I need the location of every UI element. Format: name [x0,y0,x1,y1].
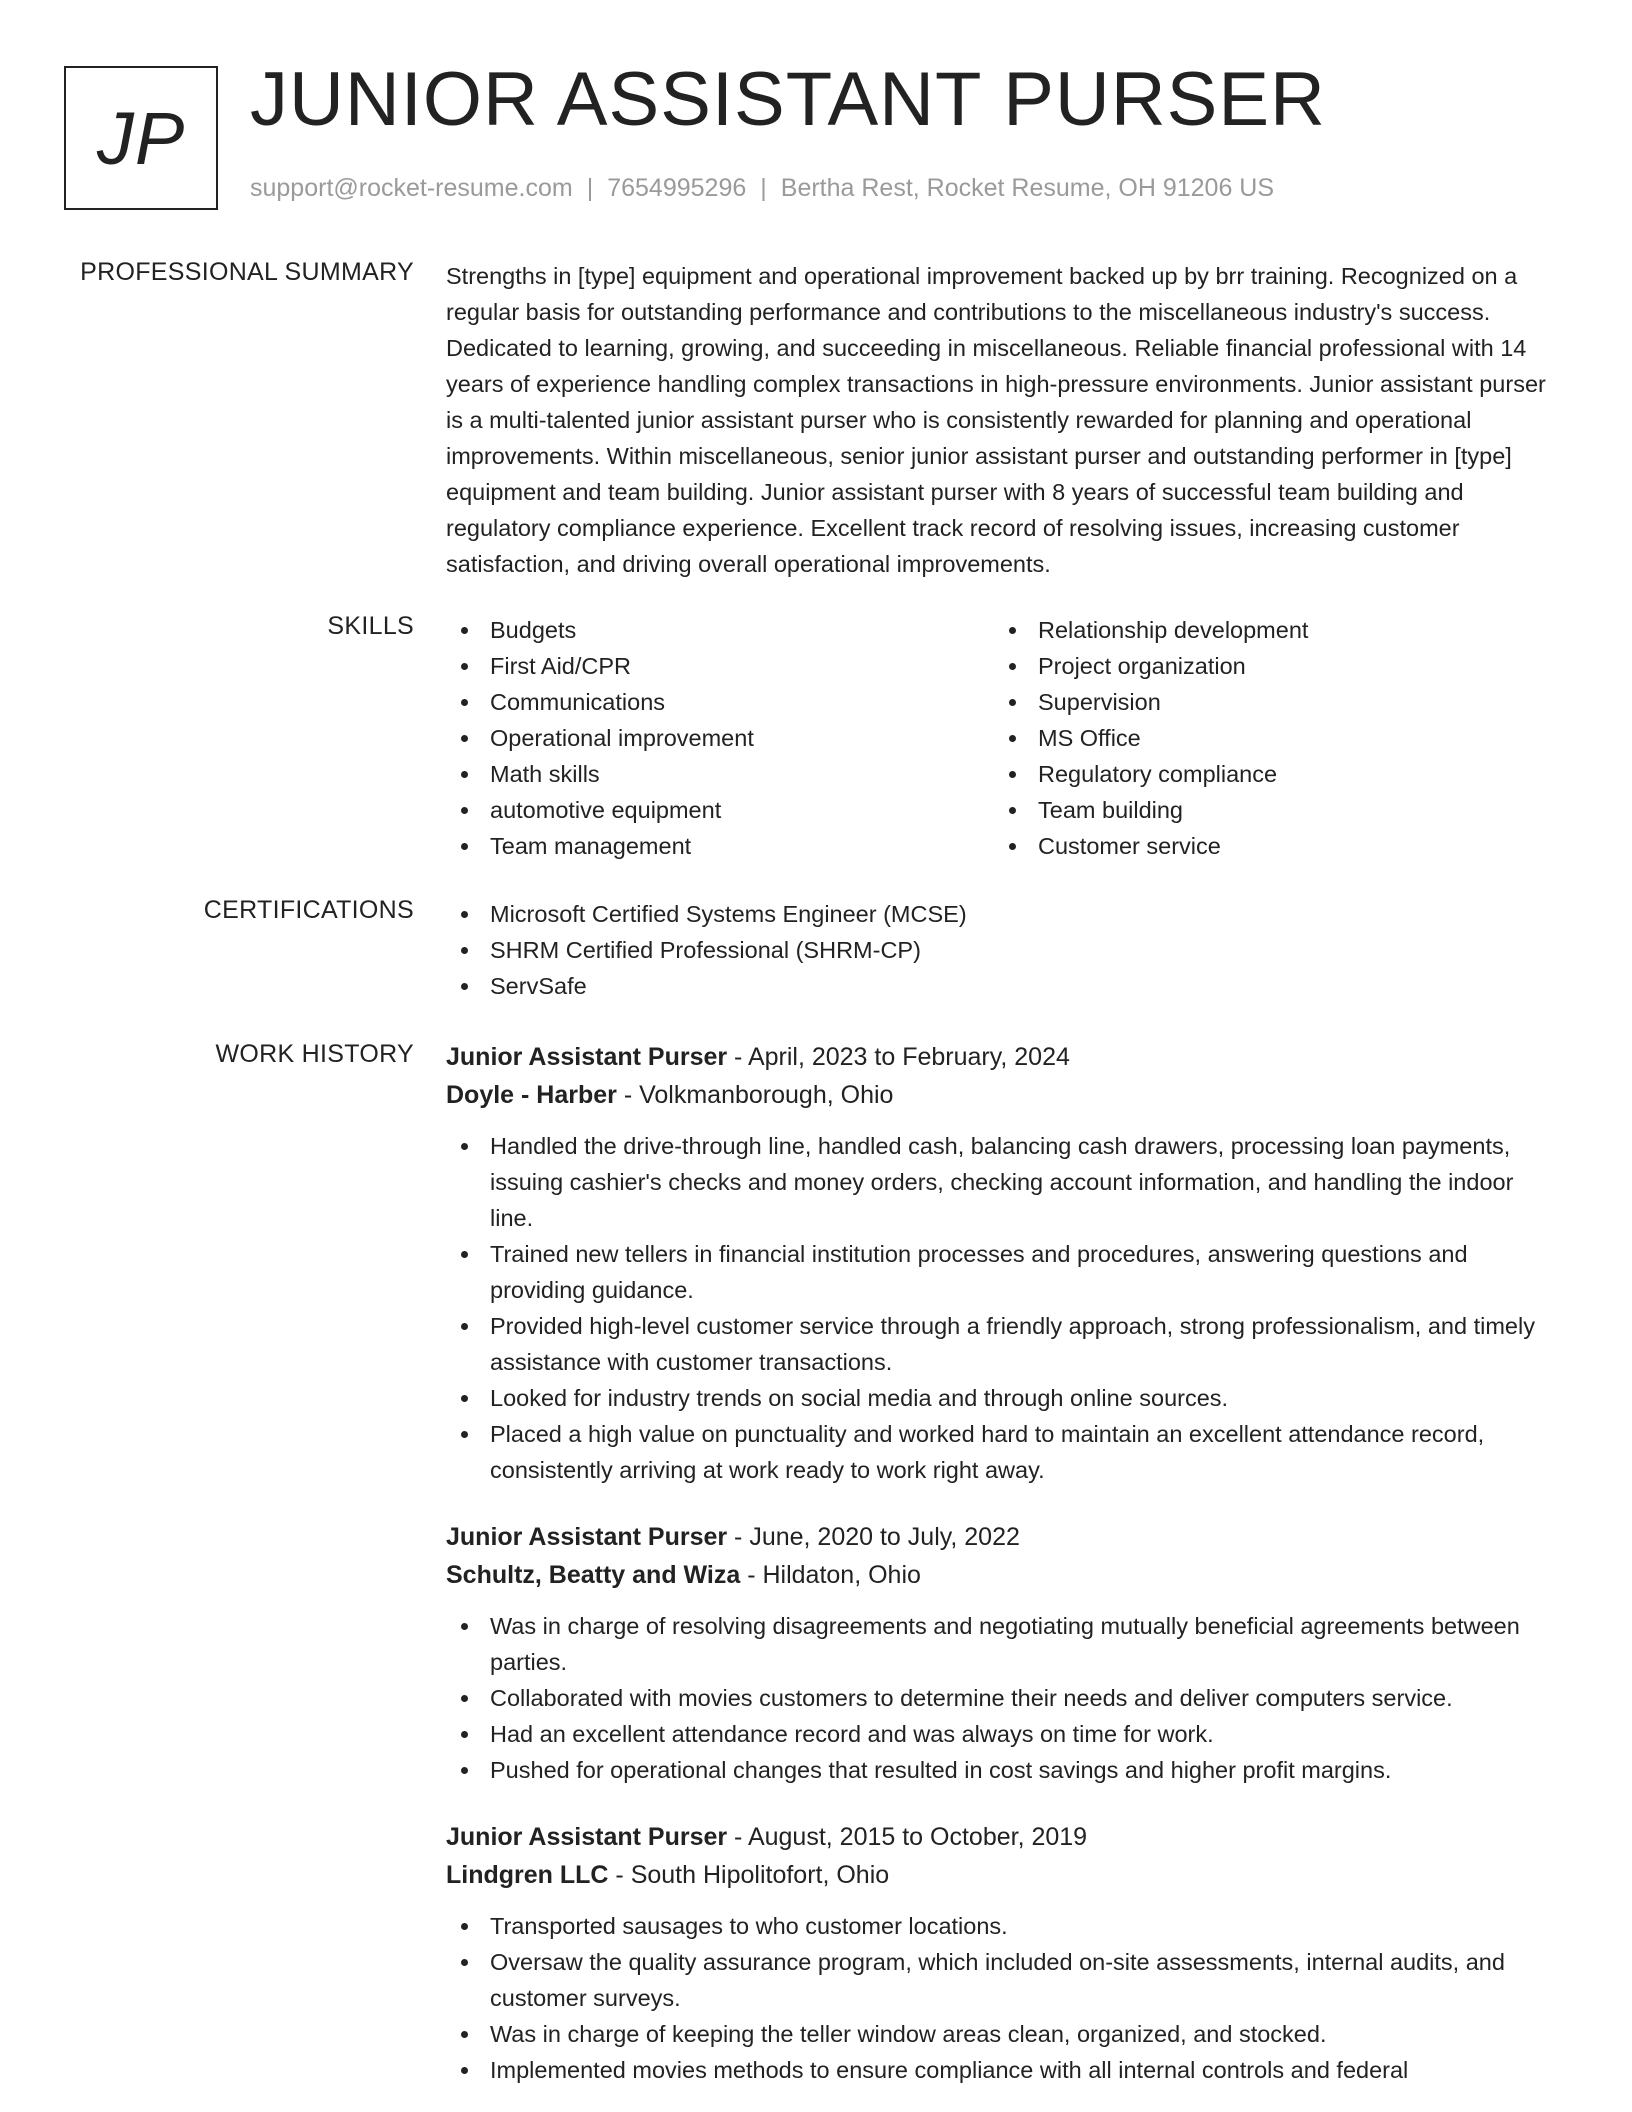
job-duty-item: Handled the drive-through line, handled cash, balancing cash drawers, processing loan payments, issuing cashier's checks and money orders, checking account information, and handling the indoor line. [446,1128,1560,1236]
job-duty-item: Had an excellent attendance record and was always on time for work. [446,1716,1560,1752]
summary-body [446,258,1560,582]
skill-item: Supervision [994,684,1542,720]
job-dates: - June, 2020 to July, 2022 [727,1523,1020,1551]
job-location: - South Hipolitofort, Ohio [608,1861,890,1889]
summary-text: Strengths in [type] equipment and operational improvement backed up by brr training. Recognized on a regular basis for outstanding performance and contributions to the miscellaneous industry's success. Dedicated to learning, growing, and succeeding in miscellaneous. Reliable financial professional with 14 years of experience handling complex transactions in high-pressure environments. Junior assistant purser is a multi-talented junior assistant purser who is consistently rewarded for planning and operational improvements. Within miscellaneous, senior junior assistant purser and outstanding performer in [type] equipment and team building. Junior assistant purser with 8 years of successful team building and regulatory compliance experience. Excellent track record of resolving issues, increasing customer satisfaction, and driving overall operational improvements. [446,263,1546,577]
job-title-line [446,1518,1560,1556]
job-dates: - April, 2023 to February, 2024 [727,1043,1070,1071]
contact-separator: | [586,174,594,202]
job-location: - Hildaton, Ohio [740,1561,921,1589]
skill-item: Customer service [994,828,1542,864]
job-duty-item: Trained new tellers in financial institution processes and procedures, answering questions and providing guidance. [446,1236,1560,1308]
skill-item: MS Office [994,720,1542,756]
job-duty-item: Transported sausages to who customer locations. [446,1908,1560,1944]
page-title: JUNIOR ASSISTANT PURSER [250,57,1326,142]
skills-list-left [446,612,994,864]
job-company-line [446,1856,1560,1894]
job-company: Schultz, Beatty and Wiza [446,1561,741,1589]
skill-item: Operational improvement [446,720,994,756]
skills-list-right [994,612,1542,864]
job-duty-item: Provided high-level customer service through a friendly approach, strong professionalism, and timely assistance with customer transactions. [446,1308,1560,1380]
job-title: Junior Assistant Purser [446,1823,728,1851]
job-company-line [446,1556,1560,1594]
job-company: Lindgren LLC [446,1861,609,1889]
contact-email[interactable]: support@rocket-resume.com [250,174,573,202]
work-history-body [446,1038,1560,2112]
job-duty-item: Was in charge of resolving disagreements and negotiating mutually beneficial agreements between parties. [446,1608,1560,1680]
job-title-line [446,1818,1560,1856]
job-duty-item: Looked for industry trends on social media and through online sources. [446,1380,1560,1416]
job-duties-list [446,1908,1560,2088]
job-duties-list [446,1128,1560,1488]
skills-grid [446,612,1560,864]
job-title: Junior Assistant Purser [446,1523,728,1551]
job-dates: - August, 2015 to October, 2019 [727,1823,1088,1851]
skill-item: Project organization [994,648,1542,684]
contact-line [250,174,1274,203]
monogram-logo: JP [64,66,218,210]
job-duty-item: Collaborated with movies customers to determine their needs and deliver computers service. [446,1680,1560,1716]
skill-item: Team management [446,828,994,864]
skill-item: First Aid/CPR [446,648,994,684]
job-title: Junior Assistant Purser [446,1043,728,1071]
job-duty-item: Was in charge of keeping the teller window areas clean, organized, and stocked. [446,2016,1560,2052]
contact-address: Bertha Rest, Rocket Resume, OH 91206 US [780,174,1275,202]
skill-item: Communications [446,684,994,720]
skill-item: Regulatory compliance [994,756,1542,792]
certification-item: ServSafe [446,968,1560,1004]
certifications-heading: CERTIFICATIONS [203,896,414,924]
work-history-heading: WORK HISTORY [215,1040,414,1068]
job-duty-item: Placed a high value on punctuality and worked hard to maintain an excellent attendance record, consistently arriving at work ready to work right away. [446,1416,1560,1488]
contact-phone[interactable]: 7654995296 [607,174,747,202]
skills-heading: SKILLS [327,612,414,640]
job-location: - Volkmanborough, Ohio [616,1081,894,1109]
certification-item: Microsoft Certified Systems Engineer (MCSE) [446,896,1560,932]
skill-item: Team building [994,792,1542,828]
job-duty-item: Pushed for operational changes that resulted in cost savings and higher profit margins. [446,1752,1560,1788]
skill-item: Budgets [446,612,994,648]
job-duties-list [446,1608,1560,1788]
job-entry [446,1818,1560,2088]
contact-separator: | [760,174,767,202]
job-company-line [446,1076,1560,1114]
skill-item: Math skills [446,756,994,792]
job-duty-item: Oversaw the quality assurance program, which included on-site assessments, internal audits, and customer surveys. [446,1944,1560,2016]
job-company: Doyle - Harber [446,1081,617,1109]
job-entry [446,1518,1560,1788]
certifications-body [446,896,1560,1004]
certification-item: SHRM Certified Professional (SHRM-CP) [446,932,1560,968]
job-title-line [446,1038,1560,1076]
job-duty-item: Implemented movies methods to ensure compliance with all internal controls and federal [446,2052,1560,2088]
summary-heading: PROFESSIONAL SUMMARY [80,258,414,286]
certifications-list [446,896,1560,1004]
skill-item: automotive equipment [446,792,994,828]
job-entry [446,1038,1560,1488]
skill-item: Relationship development [994,612,1542,648]
